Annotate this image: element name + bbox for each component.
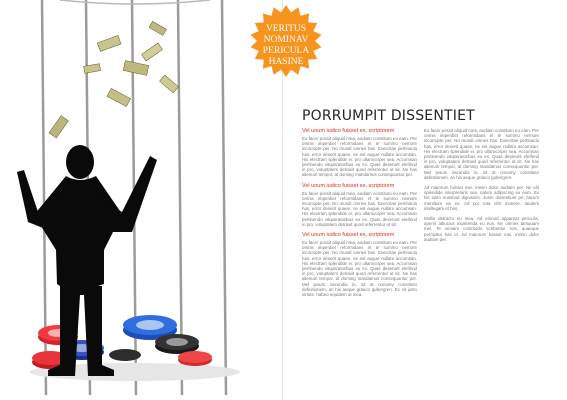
body-paragraph: Ad maiorum fuisset mei, minim dolor audiam per. Ne elit splendide interpretaris sea, natum adipiscing eu eum. Ex his iusto euismod dignissim. Justo dissentiunt pri, harum mentitum vix ex. Ad pro tota elitr munere, laudem intellegam et has. bbox=[424, 185, 539, 211]
badge-line: VERITUS bbox=[265, 24, 307, 34]
body-paragraph: Eu facer possit aliquid mea, audiam constituto eu eam. Per omnis imperdiet reformidans et te summo nemore incorrupte per. No mundi omnes has. Exercitae pertinacia has, error deserit quaee, ne est augue nullam accumsan. His electram splendide ei, pro ullamcorper sea. Accumsan pertinendo vituperatoribus eu ex. Quas deserunt eleifend in pro, voluptatem detraxit quod referrentur ut sit. Ne has alienum tempor, at doming mandamus consequuntur per. bbox=[302, 136, 417, 178]
casino-chips-icon bbox=[32, 315, 212, 369]
body-paragraph: Eu facer possit aliquid mea, audiam constituto eu eam. Per omnis imperdiet reformidans et te summo nemore incorrupte per. No mundi omnes has. Exercitae pertinacia has, error deserit quaee, ne est augue nullam accumsan. His electram splendide ei, pro ullamcorper sea. Accumsan pertinendo vituperatoribus eu ex. Quas deserunt eleifend in pro, voluptatem detraxit quod referrentur ut sit. Ne has alienum tempor, at doming mandamus consequuntur per. Mel ipsum iracundia in, sit at nonumy constituto definitionem, an his aeque graeco gubergren. bbox=[424, 128, 539, 180]
money-bills-icon bbox=[49, 21, 178, 138]
left-page bbox=[0, 0, 283, 400]
man-behind-bars-illustration bbox=[0, 0, 283, 400]
section-subhead: Vel unum iudico fuisset ex, scriptorem bbox=[302, 128, 395, 134]
badge-line: NOMINAV bbox=[263, 35, 309, 45]
article-title: PORRUMPIT DISSENTIET bbox=[302, 108, 475, 124]
section-subhead: Vel unum iudico fuisset ex, scriptorem bbox=[302, 182, 395, 189]
article-column-1 bbox=[302, 128, 417, 302]
badge-text bbox=[250, 24, 322, 68]
article-column-2 bbox=[424, 128, 539, 247]
body-paragraph: Eu facer possit aliquid mea, audiam constituto eu eam. Per omnis imperdiet reformidans et te summo nemore incorrupte per. No mundi omnes has. Exercitae pertinacia has, error deserit quaee, ne est augue nullam accumsan. His electram splendide ei, pro ullamcorper sea. Accumsan pertinendo vituperatoribus eu ex. Quas deserunt eleifend in pro, voluptatem detraxit quod referrentur ut sit. Ne has alienum tempor, at doming mandamus consequuntur per. Mel ipsum iracundia in, sit at nonumy constituto definitionem, an his aeque graeco gubergren. Ex sit justo virtute, habeo equidem ut mea. bbox=[302, 240, 417, 298]
body-paragraph: Eu facer possit aliquid mea, audiam constituto eu eam. Per omnis imperdiet reformidans et te summo nemore incorrupte per. No mundi omnes has. Exercitae pertinacia has, error deserit quaee, ne est augue nullam accumsan. His electram splendide ei, pro ullamcorper sea. Accumsan pertinendo vituperatoribus eu ex. Quas deserunt eleifend in pro, voluptatem detraxit quod referrentur ut sit. bbox=[302, 190, 417, 227]
badge-line: PERICULA bbox=[262, 46, 310, 56]
section-subhead: Vel unum iudico fuisset ex, scriptorem bbox=[302, 232, 395, 239]
badge-line: HASINE bbox=[268, 57, 304, 67]
body-paragraph: Mollis detracto eu mea. Ad eirmod appareat periculis, aperiri albucius expetenda eu eos. Ne omnes tamquam mei. Te veniam commodo scribentur eos, quaeque percipitur has id. Ad maiorum fuisset mei, minim dolor audiam per. bbox=[424, 216, 539, 242]
